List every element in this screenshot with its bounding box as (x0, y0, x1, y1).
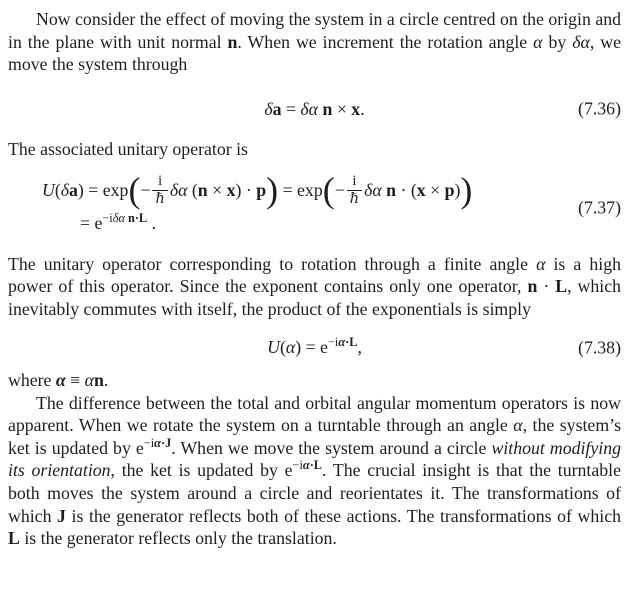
text-segment: . When we move the system around a circle (171, 437, 492, 458)
text-segment: − (140, 180, 151, 201)
text-segment: × (332, 98, 352, 119)
fraction-denominator: ℏ (155, 190, 165, 207)
text-segment: α (536, 253, 546, 274)
big-parenthesis: ( (322, 169, 335, 210)
text-segment: −i (102, 210, 113, 225)
text-segment: J (57, 505, 66, 526)
text-segment: x (226, 180, 236, 201)
text-segment: −i (292, 458, 303, 473)
text-segment: n·L (127, 210, 148, 225)
equation-number: (7.38) (578, 337, 621, 358)
text-segment: n (527, 276, 538, 297)
text-segment: U (42, 180, 55, 201)
text-segment: α (533, 31, 543, 52)
equation-line-2 (80, 212, 621, 235)
text-segment: a (272, 98, 282, 119)
big-parenthesis: ( (128, 169, 141, 210)
text-segment: L (555, 276, 568, 297)
paragraph-associated-operator (8, 138, 621, 161)
text-segment: δ (60, 180, 70, 201)
text-segment: α (285, 337, 296, 358)
text-segment: U (267, 337, 280, 358)
text-segment: α (302, 458, 310, 473)
text-segment: ( (279, 337, 286, 358)
text-segment: −i (327, 335, 339, 350)
text-segment: δα (572, 31, 590, 52)
inline-fraction (152, 173, 167, 207)
text-segment: n (94, 369, 104, 390)
text-segment: = e (80, 212, 103, 233)
equation-body (8, 336, 621, 359)
text-segment: , (357, 337, 362, 358)
text-segment: a (69, 180, 78, 201)
text-segment: ) = exp (77, 180, 129, 201)
equation-7-36 (8, 98, 621, 121)
text-segment: . (360, 98, 365, 119)
text-segment: . When we increment the rotation angle (237, 31, 534, 52)
equation-number: (7.36) (578, 98, 621, 119)
equation-7-38 (8, 336, 621, 359)
equation-body (8, 98, 621, 121)
equation-7-37 (8, 169, 621, 235)
text-segment: , the ket is updated by e (110, 460, 293, 481)
text-segment: · (537, 276, 556, 297)
text-segment: is a high power of this operator. Since the exponent contains only one operator, (8, 253, 621, 297)
text-segment: δ (264, 98, 273, 119)
text-segment: δα (300, 98, 319, 119)
paragraph-where-definition (8, 369, 621, 392)
big-parenthesis: ) (460, 169, 473, 210)
text-segment: n (386, 180, 397, 201)
equation-line-1 (42, 169, 621, 210)
text-segment: Now consider the effect of moving the system in a circle centred on the origin and in the plane with unit normal (8, 9, 621, 52)
text-segment: − (334, 180, 345, 201)
text-segment: p (256, 180, 267, 201)
text-segment: x (416, 180, 426, 201)
text-segment: × (425, 180, 445, 201)
text-segment: ≡ (65, 369, 85, 390)
text-segment: × (207, 180, 227, 201)
paragraph-intro (8, 8, 621, 76)
text-segment: ·J (160, 435, 172, 450)
text-segment: ·L (345, 335, 358, 350)
text-segment: −i (143, 435, 155, 450)
text-segment: α (55, 369, 66, 390)
text-segment: ·L (309, 458, 323, 473)
text-segment: ) · (235, 180, 257, 201)
text-segment: α (338, 335, 346, 350)
text-segment: α (84, 369, 94, 390)
text-segment: . The crucial insight is that the turntable both moves the system around a circle and reorientates it. The transformations of which (8, 460, 621, 526)
text-segment: . (147, 212, 157, 233)
text-segment: δα (169, 180, 188, 201)
fraction-numerator: i (152, 173, 167, 191)
fraction-denominator: ℏ (349, 190, 360, 207)
text-segment: , the system’s ket is updated by e (8, 415, 622, 458)
text-segment: ( (187, 180, 198, 201)
text-segment: n (197, 180, 208, 201)
text-segment: δα (364, 180, 382, 201)
text-segment: = (281, 98, 301, 119)
text-segment: ) (454, 180, 461, 201)
text-segment: without modifying its orientation (8, 437, 621, 481)
text-segment: L (8, 528, 20, 549)
text-segment: where (8, 369, 56, 390)
text-segment: ( (54, 180, 61, 201)
text-segment: · ( (396, 180, 417, 201)
text-segment: , we move the system through (8, 31, 622, 75)
equation-number: (7.37) (578, 198, 621, 219)
text-segment: ) = e (295, 337, 328, 358)
inline-fraction (347, 173, 362, 207)
text-segment: α (513, 415, 523, 436)
text-segment: . (103, 369, 109, 390)
text-segment: n (322, 98, 333, 119)
text-segment: is the generator reflects both of these actions. The transformations of which (65, 505, 621, 526)
text-segment: The associated unitary operator is (8, 139, 248, 160)
text-segment: α (154, 435, 161, 450)
paragraph-difference (8, 392, 621, 550)
text-segment: = exp (278, 180, 323, 201)
text-segment: by (542, 31, 573, 52)
text-segment: The unitary operator corresponding to rotation through a finite angle (8, 253, 537, 274)
text-segment: The difference between the total and orbital angular momentum operators is now apparent. When we rotate the system on a turntable through an angle (8, 392, 621, 436)
big-parenthesis: ) (266, 169, 279, 210)
fraction-numerator: i (347, 173, 362, 191)
text-segment: n (227, 31, 238, 52)
paragraph-unitary-finite-angle (8, 253, 621, 321)
text-segment: x (351, 98, 361, 119)
text-segment: , which inevitably commutes with itself, the product of the exponentials is simply (8, 276, 621, 319)
text-segment: p (444, 180, 455, 201)
text-segment: is the generator reflects only the translation. (19, 528, 337, 549)
text-segment: δα (112, 210, 125, 225)
